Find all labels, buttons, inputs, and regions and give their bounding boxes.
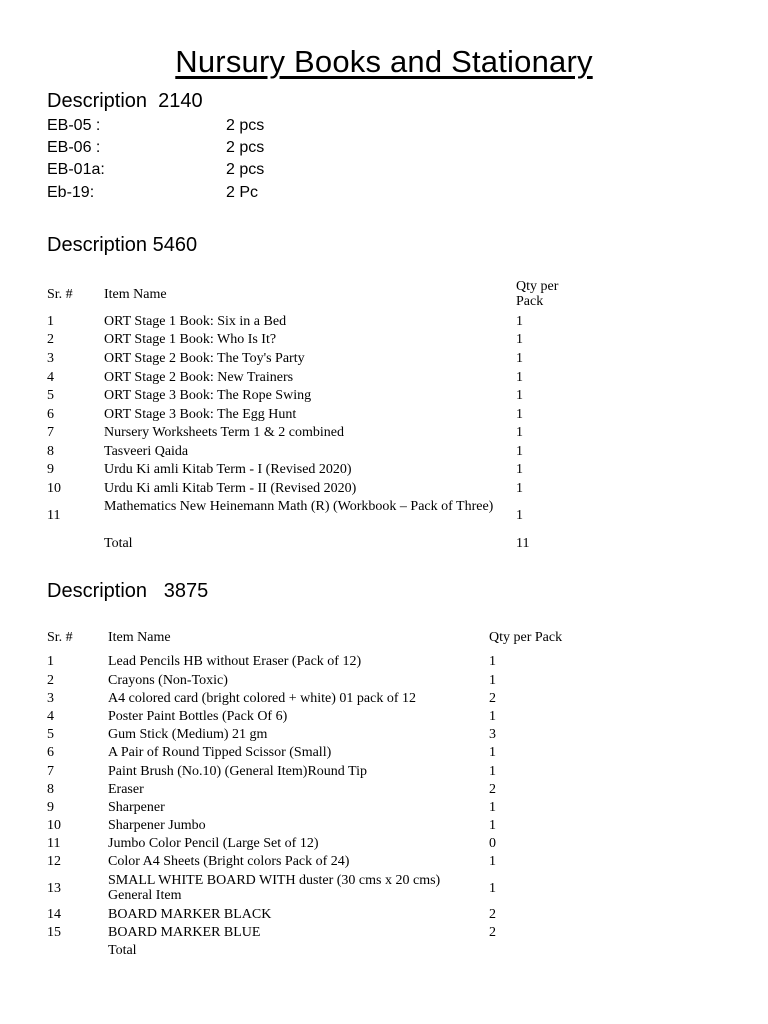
row-sr: 6	[47, 745, 54, 760]
row-qty: 1	[489, 745, 496, 760]
row-qty: 1	[489, 881, 496, 896]
total-label: Total	[108, 943, 137, 958]
row-item: Nursery Worksheets Term 1 & 2 combined	[104, 425, 344, 440]
row-qty: 1	[516, 425, 523, 440]
row-qty: 1	[516, 444, 523, 459]
row-sr: 8	[47, 782, 54, 797]
row-qty: 3	[489, 727, 496, 742]
row-item: Mathematics New Heinemann Math (R) (Workbook – Pack of Three)	[104, 499, 494, 514]
row-item: SMALL WHITE BOARD WITH duster (30 cms x 20 cms) General Item	[108, 873, 441, 903]
row-qty: 1	[516, 407, 523, 422]
row-qty: 1	[516, 370, 523, 385]
row-sr: 4	[47, 370, 54, 385]
row-sr: 9	[47, 800, 54, 815]
row-sr: 2	[47, 332, 54, 347]
row-sr: 9	[47, 462, 54, 477]
column-header-qty: Qty per Pack	[516, 279, 559, 309]
row-item: Sharpener	[108, 800, 165, 815]
item-quantity: 2 pcs	[226, 117, 265, 134]
row-sr: 7	[47, 764, 54, 779]
row-item: Urdu Ki amli Kitab Term - I (Revised 2020)	[104, 462, 352, 477]
row-sr: 15	[47, 925, 61, 940]
row-qty: 2	[489, 691, 496, 706]
item-code: Eb-19:	[47, 184, 95, 201]
row-item: Sharpener Jumbo	[108, 818, 206, 833]
row-sr: 10	[47, 481, 61, 496]
row-item: ORT Stage 1 Book: Who Is It?	[104, 332, 277, 347]
row-qty: 1	[516, 332, 523, 347]
row-item: ORT Stage 1 Book: Six in a Bed	[104, 314, 287, 329]
item-quantity: 2 pcs	[226, 139, 265, 156]
row-qty: 1	[516, 388, 523, 403]
row-sr: 1	[47, 314, 54, 329]
row-qty: 0	[489, 836, 496, 851]
row-item: Eraser	[108, 782, 144, 797]
row-sr: 11	[47, 836, 61, 851]
section-heading-2140: Description 2140	[47, 90, 203, 112]
row-sr: 7	[47, 425, 54, 440]
row-sr: 12	[47, 854, 61, 869]
total-qty: 11	[516, 536, 530, 551]
row-qty: 1	[516, 314, 523, 329]
row-qty: 1	[489, 654, 496, 669]
row-item: Poster Paint Bottles (Pack Of 6)	[108, 709, 288, 724]
total-label: Total	[104, 536, 133, 551]
row-qty: 1	[516, 351, 523, 366]
column-header-item: Item Name	[108, 630, 171, 645]
row-item: ORT Stage 2 Book: The Toy's Party	[104, 351, 305, 366]
row-sr: 5	[47, 388, 54, 403]
row-item: A4 colored card (bright colored + white) 01 pack of 12	[108, 691, 417, 706]
row-sr: 2	[47, 673, 54, 688]
column-header-qty: Qty per Pack	[489, 630, 563, 645]
row-item: A Pair of Round Tipped Scissor (Small)	[108, 745, 332, 760]
row-qty: 1	[489, 800, 496, 815]
item-line	[47, 139, 447, 161]
row-qty: 1	[489, 854, 496, 869]
row-qty: 1	[516, 462, 523, 477]
row-item: Color A4 Sheets (Bright colors Pack of 24)	[108, 854, 350, 869]
row-item: Paint Brush (No.10) (General Item)Round Tip	[108, 764, 367, 779]
row-qty: 1	[489, 709, 496, 724]
row-qty: 1	[516, 481, 523, 496]
row-item: ORT Stage 2 Book: New Trainers	[104, 370, 294, 385]
row-qty: 2	[489, 925, 496, 940]
row-sr: 4	[47, 709, 54, 724]
row-sr: 5	[47, 727, 54, 742]
item-line	[47, 161, 447, 183]
row-qty: 1	[489, 818, 496, 833]
section-heading-5460: Description 5460	[47, 234, 198, 256]
row-sr: 13	[47, 881, 61, 896]
row-qty: 1	[489, 764, 496, 779]
row-item: Jumbo Color Pencil (Large Set of 12)	[108, 836, 319, 851]
row-sr: 11	[47, 508, 61, 523]
row-item: Tasveeri Qaida	[104, 444, 189, 459]
row-item: Urdu Ki amli Kitab Term - II (Revised 2020)	[104, 481, 357, 496]
row-sr: 6	[47, 407, 54, 422]
row-sr: 10	[47, 818, 61, 833]
row-qty: 1	[489, 673, 496, 688]
row-item: ORT Stage 3 Book: The Rope Swing	[104, 388, 312, 403]
item-quantity: 2 pcs	[226, 161, 265, 178]
row-sr: 14	[47, 907, 61, 922]
item-quantity: 2 Pc	[226, 184, 259, 201]
row-item: BOARD MARKER BLACK	[108, 907, 272, 922]
row-item: BOARD MARKER BLUE	[108, 925, 261, 940]
item-code: EB-01a:	[47, 161, 105, 178]
row-item: Gum Stick (Medium) 21 gm	[108, 727, 268, 742]
row-qty: 1	[516, 508, 523, 523]
row-sr: 3	[47, 351, 54, 366]
row-qty: 2	[489, 907, 496, 922]
row-sr: 3	[47, 691, 54, 706]
item-line	[47, 117, 447, 139]
page-title: Nursury Books and Stationary	[175, 44, 593, 79]
column-header-sr: Sr. #	[47, 287, 73, 302]
row-sr: 1	[47, 654, 54, 669]
row-item: Lead Pencils HB without Eraser (Pack of 12)	[108, 654, 362, 669]
section-heading-3875: Description 3875	[47, 580, 209, 602]
row-sr: 8	[47, 444, 54, 459]
item-code: EB-06 :	[47, 139, 101, 156]
item-line	[47, 184, 447, 206]
row-qty: 2	[489, 782, 496, 797]
column-header-item: Item Name	[104, 287, 167, 302]
column-header-sr: Sr. #	[47, 630, 73, 645]
row-item: ORT Stage 3 Book: The Egg Hunt	[104, 407, 297, 422]
item-code: EB-05 :	[47, 117, 101, 134]
row-item: Crayons (Non-Toxic)	[108, 673, 228, 688]
